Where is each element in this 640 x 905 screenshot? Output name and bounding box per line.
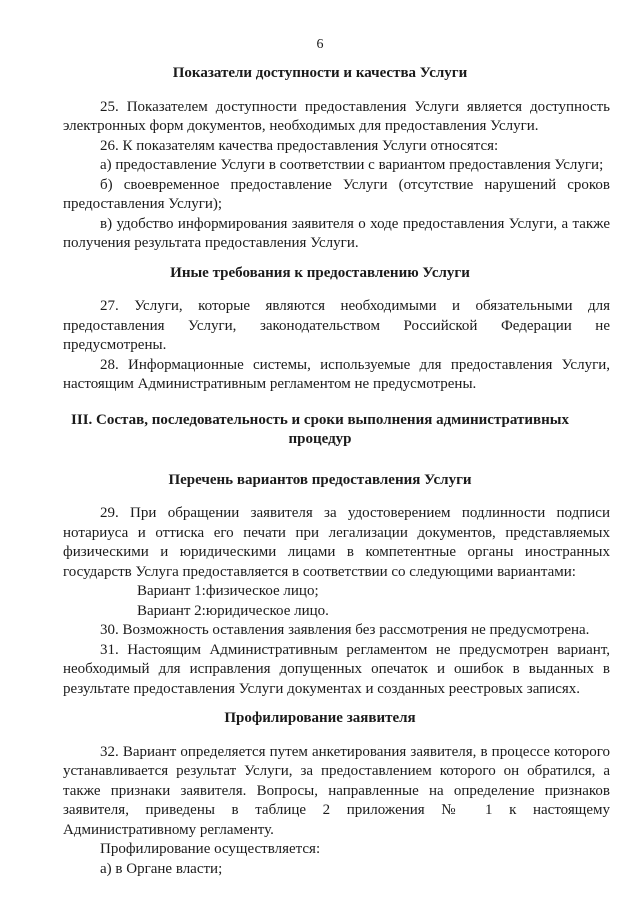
paragraph-25: 25. Показателем доступности предоставления Услуги является доступность электронных форм документов, необходимых для предоставления Услуги. xyxy=(63,98,610,134)
paragraph-26-item-v: в) удобство информирования заявителя о ходе предоставления Услуги, а также получения результата предоставления Услуги. xyxy=(63,215,610,251)
paragraph-30: 30. Возможность оставления заявления без рассмотрения не предусмотрена. xyxy=(100,622,590,638)
heading-variants-list: Перечень вариантов предоставления Услуги xyxy=(168,471,472,488)
variant-1-label: Вариант 1: xyxy=(137,583,206,599)
paragraph-32-item-a: а) в Органе власти; xyxy=(100,860,223,877)
paragraph-26: 26. К показателям качества предоставления Услуги относятся: xyxy=(100,137,499,154)
heading-quality-indicators: Показатели доступности и качества Услуги xyxy=(172,65,468,81)
variant-2-value: юридическое лицо. xyxy=(205,602,329,619)
heading-profiling: Профилирование заявителя xyxy=(224,710,416,726)
paragraph-26-item-b: б) своевременное предоставление Услуги (отсутствие нарушений сроков предоставления Услуги); xyxy=(63,176,610,212)
paragraph-32-profiling-intro: Профилирование осуществляется: xyxy=(100,841,321,857)
variant-1-line xyxy=(63,582,610,602)
variant-2-label: Вариант 2: xyxy=(137,602,206,619)
variant-2-line xyxy=(63,602,610,622)
page-number: 6 xyxy=(316,37,324,52)
paragraph-32: 32. Вариант определяется путем анкетирования заявителя, в процессе которого устанавливается результат Услуги, за предоставлением которого он обратился, а также признаки заявителя. Вопросы, направленные на определение признаков заявителя, приведены в таблице 2 приложения № 1 к настоящему Административному регламенту. xyxy=(63,743,610,838)
paragraph-31: 31. Настоящим Административным регламентом не предусмотрен вариант, необходимый для исправления допущенных опечаток и ошибок в выданных в результате предоставления Услуги документах и созданных реестровых записях. xyxy=(63,641,610,697)
paragraph-28: 28. Информационные системы, используемые для предоставления Услуги, настоящим Административным регламентом не предусмотрены. xyxy=(63,356,610,392)
heading-section-3: III. Состав, последовательность и сроки выполнения административных процедур xyxy=(71,411,569,447)
variant-1-value: физическое лицо; xyxy=(205,583,319,599)
paragraph-26-item-a: а) предоставление Услуги в соответствии с вариантом предоставления Услуги; xyxy=(100,157,604,173)
paragraph-27: 27. Услуги, которые являются необходимыми и обязательными для предоставления Услуги, законодательством Российской Федерации не предусмотрены. xyxy=(63,298,610,353)
heading-other-requirements: Иные требования к предоставлению Услуги xyxy=(170,264,470,281)
paragraph-29: 29. При обращении заявителя за удостоверением подлинности подписи нотариуса и оттиска его печати при легализации документов, представляемых физическими и юридическими лицами в компетентные органы иностранных государств Услуга предоставляется в соответствии со следующими вариантами: xyxy=(63,505,610,580)
